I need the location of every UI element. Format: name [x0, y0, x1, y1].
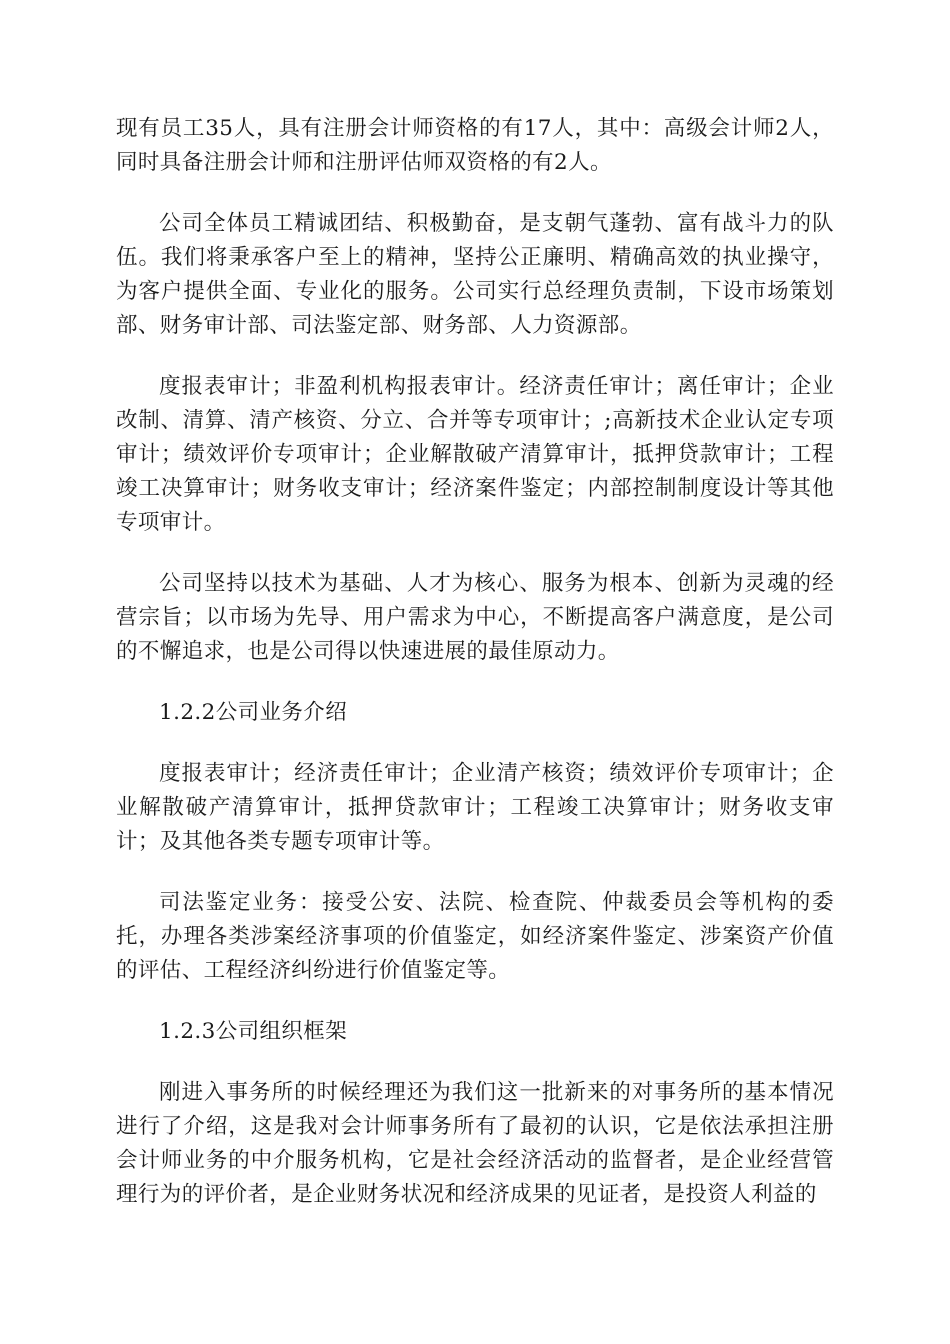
paragraph-staff: 现有员工35人，具有注册会计师资格的有17人，其中：高级会计师2人，同时具备注册会计师和注册评估师双资格的有2人。 [116, 116, 834, 175]
section-heading-business: 1.2.2公司业务介绍 [159, 700, 348, 725]
paragraph-team: 公司全体员工精诚团结、积极勤奋，是支朝气蓬勃、富有战斗力的队伍。我们将秉承客户至上的精神，坚持公正廉明、精确高效的执业操守，为客户提供全面、专业化的服务。公司实行总经理负责制，下设市场策划部、财务审计部、司法鉴定部、财务部、人力资源部。 [116, 211, 834, 338]
paragraph-introduction: 刚进入事务所的时候经理还为我们这一批新来的对事务所的基本情况进行了介绍，这是我对会计师事务所有了最初的认识，它是依法承担注册会计师业务的中介服务机构，它是社会经济活动的监督者，是企业经营管理行为的评价者，是企业财务状况和经济成果的见证者，是投资人利益的 [116, 1080, 834, 1207]
section-heading-organization: 1.2.3公司组织框架 [159, 1019, 348, 1044]
paragraph-judicial: 司法鉴定业务：接受公安、法院、检查院、仲裁委员会等机构的委托，办理各类涉案经济事项的价值鉴定，如经济案件鉴定、涉案资产价值的评估、工程经济纠纷进行价值鉴定等。 [116, 890, 834, 983]
paragraph-audit-services: 度报表审计；非盈利机构报表审计。经济责任审计；离任审计；企业改制、清算、清产核资、分立、合并等专项审计；;高新技术企业认定专项审计；绩效评价专项审计；企业解散破产清算审计，抵押贷款审计；工程竣工决算审计；财务收支审计；经济案件鉴定；内部控制制度设计等其他专项审计。 [116, 374, 834, 535]
document-body [116, 112, 834, 1212]
paragraph-business-audit: 度报表审计；经济责任审计；企业清产核资；绩效评价专项审计；企业解散破产清算审计，抵押贷款审计；工程竣工决算审计；财务收支审计；及其他各类专题专项审计等。 [116, 761, 834, 854]
paragraph-philosophy: 公司坚持以技术为基础、人才为核心、服务为根本、创新为灵魂的经营宗旨；以市场为先导、用户需求为中心，不断提高客户满意度，是公司的不懈追求，也是公司得以快速进展的最佳原动力。 [116, 571, 834, 664]
